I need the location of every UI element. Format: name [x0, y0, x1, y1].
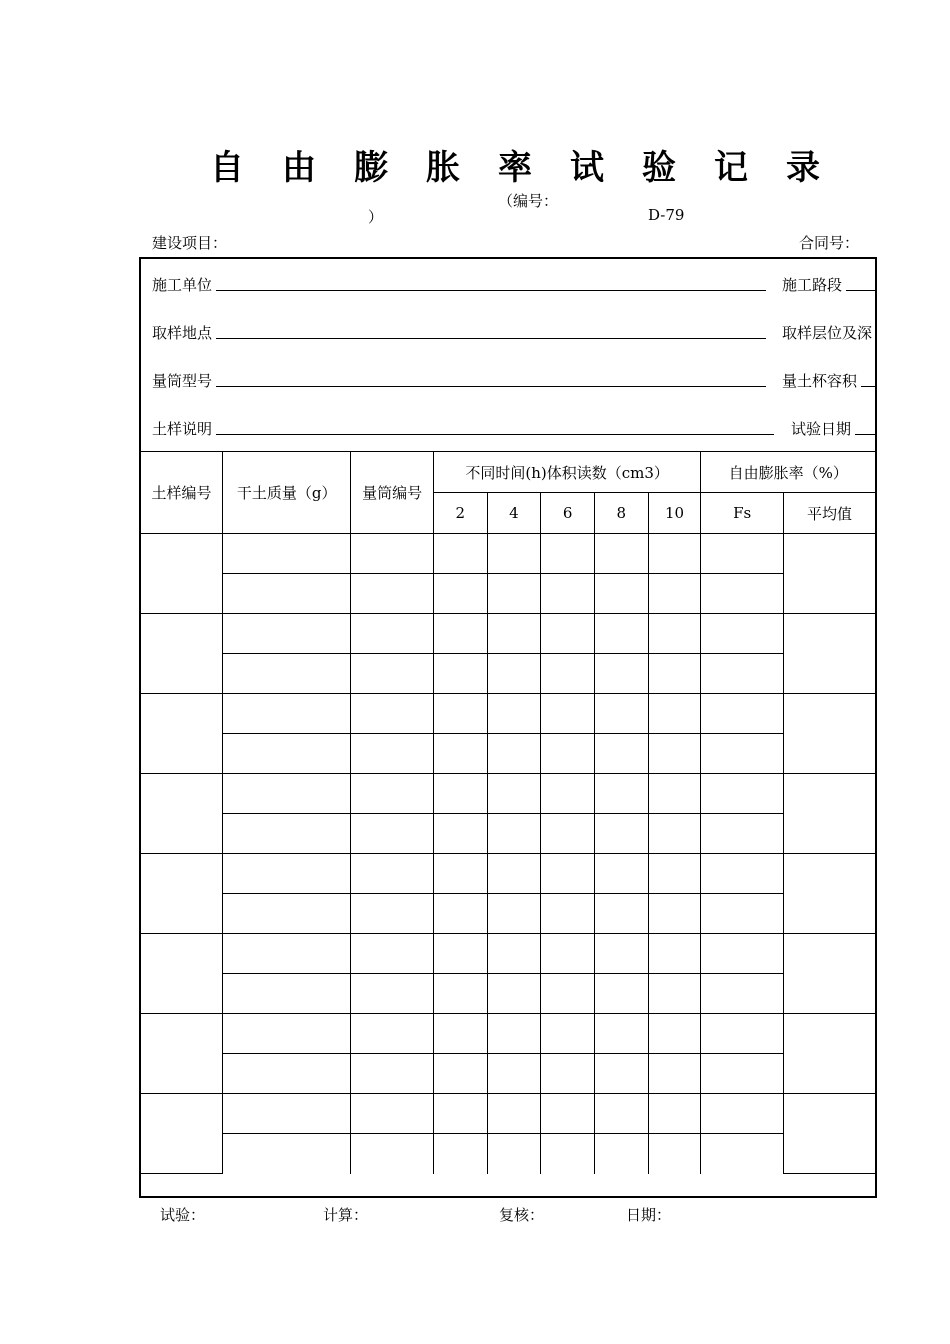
- swell-data-table: [141, 451, 875, 1174]
- volume-reading-cell[interactable]: [594, 934, 648, 974]
- title-char: 记: [714, 148, 748, 188]
- numbering-label: （编号：: [498, 192, 559, 210]
- cylinder-no-cell[interactable]: [351, 894, 434, 934]
- average-cell[interactable]: [783, 1014, 875, 1094]
- title-char: 录: [786, 148, 820, 188]
- sample-no-cell[interactable]: [141, 534, 223, 614]
- test-date-label: 试验日期: [791, 420, 852, 438]
- volume-reading-cell[interactable]: [648, 1094, 701, 1134]
- average-cell[interactable]: [783, 774, 875, 854]
- cylinder-no-cell[interactable]: [351, 1094, 434, 1134]
- table-row: [141, 1054, 875, 1094]
- table-row: [141, 574, 875, 614]
- form-code: D-79: [648, 206, 685, 224]
- header-hour: 6: [541, 493, 595, 534]
- sample-no-cell[interactable]: [141, 614, 223, 694]
- cylinder-no-cell[interactable]: [351, 974, 434, 1014]
- cylinder-no-cell[interactable]: [351, 934, 434, 974]
- title-char: 胀: [426, 148, 460, 188]
- volume-reading-cell[interactable]: [648, 774, 701, 814]
- contract-label: 合同号：: [799, 234, 860, 252]
- fs-cell[interactable]: [701, 854, 784, 894]
- cylinder-no-cell[interactable]: [351, 654, 434, 694]
- volume-reading-cell[interactable]: [648, 614, 701, 654]
- header-average: 平均值: [783, 493, 875, 534]
- volume-reading-cell[interactable]: [487, 734, 541, 774]
- volume-reading-cell[interactable]: [648, 534, 701, 574]
- fs-cell[interactable]: [701, 774, 784, 814]
- volume-reading-cell[interactable]: [487, 1054, 541, 1094]
- volume-reading-cell[interactable]: [594, 614, 648, 654]
- dry-mass-cell[interactable]: [223, 1014, 351, 1054]
- volume-reading-cell[interactable]: [594, 694, 648, 734]
- numbering-close: ）: [368, 208, 384, 226]
- volume-reading-cell[interactable]: [541, 734, 595, 774]
- fs-cell[interactable]: [701, 1094, 784, 1134]
- table-row: [141, 694, 875, 734]
- average-cell[interactable]: [783, 854, 875, 934]
- volume-reading-cell[interactable]: [433, 934, 487, 974]
- volume-reading-cell[interactable]: [648, 894, 701, 934]
- table-row: [141, 534, 875, 574]
- page-title: [210, 140, 820, 189]
- volume-reading-cell[interactable]: [541, 1094, 595, 1134]
- fs-cell[interactable]: [701, 1054, 784, 1094]
- volume-reading-cell[interactable]: [594, 974, 648, 1014]
- volume-reading-cell[interactable]: [648, 654, 701, 694]
- volume-reading-cell[interactable]: [594, 1094, 648, 1134]
- dry-mass-cell[interactable]: [223, 1134, 351, 1174]
- sample-no-cell[interactable]: [141, 934, 223, 1014]
- volume-reading-cell[interactable]: [433, 974, 487, 1014]
- cylinder-no-cell[interactable]: [351, 814, 434, 854]
- fs-cell[interactable]: [701, 934, 784, 974]
- volume-reading-cell[interactable]: [487, 854, 541, 894]
- volume-reading-cell[interactable]: [487, 1094, 541, 1134]
- cylinder-no-cell[interactable]: [351, 774, 434, 814]
- title-char: 由: [282, 148, 316, 188]
- average-cell[interactable]: [783, 614, 875, 694]
- sample-no-cell[interactable]: [141, 854, 223, 934]
- reviewer-label: 复核：: [499, 1206, 545, 1224]
- table-row: [141, 1094, 875, 1134]
- volume-reading-cell[interactable]: [594, 854, 648, 894]
- volume-reading-cell[interactable]: [433, 814, 487, 854]
- header-row: [141, 452, 875, 493]
- volume-reading-cell[interactable]: [487, 574, 541, 614]
- volume-reading-cell[interactable]: [433, 1094, 487, 1134]
- volume-reading-cell[interactable]: [433, 534, 487, 574]
- volume-reading-cell[interactable]: [594, 534, 648, 574]
- cylinder-model-field[interactable]: [216, 386, 766, 387]
- volume-reading-cell[interactable]: [541, 534, 595, 574]
- volume-reading-cell[interactable]: [541, 974, 595, 1014]
- volume-reading-cell[interactable]: [541, 894, 595, 934]
- sample-no-cell[interactable]: [141, 694, 223, 774]
- title-char: 膨: [354, 148, 388, 188]
- average-cell[interactable]: [783, 694, 875, 774]
- fs-cell[interactable]: [701, 1014, 784, 1054]
- volume-reading-cell[interactable]: [487, 974, 541, 1014]
- volume-reading-cell[interactable]: [541, 774, 595, 814]
- volume-reading-cell[interactable]: [648, 1054, 701, 1094]
- cylinder-no-cell[interactable]: [351, 854, 434, 894]
- sample-no-cell[interactable]: [141, 1014, 223, 1094]
- fs-cell[interactable]: [701, 734, 784, 774]
- volume-reading-cell[interactable]: [487, 694, 541, 734]
- project-label: 建设项目：: [152, 234, 228, 252]
- volume-reading-cell[interactable]: [541, 574, 595, 614]
- fs-cell[interactable]: [701, 814, 784, 854]
- sample-description-field[interactable]: [216, 434, 774, 435]
- volume-reading-cell[interactable]: [541, 814, 595, 854]
- header-hour: 10: [648, 493, 701, 534]
- record-form: [139, 257, 877, 1198]
- dry-mass-cell[interactable]: [223, 1054, 351, 1094]
- construction-section-label: 施工路段: [782, 276, 843, 294]
- volume-reading-cell[interactable]: [594, 574, 648, 614]
- cylinder-no-cell[interactable]: [351, 574, 434, 614]
- volume-reading-cell[interactable]: [433, 694, 487, 734]
- volume-reading-cell[interactable]: [433, 734, 487, 774]
- cylinder-no-cell[interactable]: [351, 1054, 434, 1094]
- volume-reading-cell[interactable]: [648, 574, 701, 614]
- cylinder-no-cell[interactable]: [351, 734, 434, 774]
- cylinder-model-label: 量筒型号: [152, 372, 213, 390]
- volume-reading-cell[interactable]: [541, 1054, 595, 1094]
- volume-reading-cell[interactable]: [594, 1134, 648, 1174]
- dry-mass-cell[interactable]: [223, 894, 351, 934]
- sampling-site-field[interactable]: [216, 338, 766, 339]
- volume-reading-cell[interactable]: [433, 854, 487, 894]
- table-row: [141, 934, 875, 974]
- title-char: 试: [570, 148, 604, 188]
- volume-reading-cell[interactable]: [541, 1014, 595, 1054]
- volume-reading-cell[interactable]: [594, 1054, 648, 1094]
- fs-cell[interactable]: [701, 614, 784, 654]
- volume-reading-cell[interactable]: [648, 734, 701, 774]
- volume-reading-cell[interactable]: [487, 1014, 541, 1054]
- volume-reading-cell[interactable]: [648, 934, 701, 974]
- volume-reading-cell[interactable]: [541, 614, 595, 654]
- header-fs: Fs: [701, 493, 784, 534]
- construction-unit-field[interactable]: [216, 290, 766, 291]
- fs-cell[interactable]: [701, 654, 784, 694]
- dry-mass-cell[interactable]: [223, 774, 351, 814]
- volume-reading-cell[interactable]: [487, 814, 541, 854]
- sample-no-cell[interactable]: [141, 774, 223, 854]
- dry-mass-cell[interactable]: [223, 734, 351, 774]
- volume-reading-cell[interactable]: [648, 694, 701, 734]
- fs-cell[interactable]: [701, 694, 784, 734]
- fs-cell[interactable]: [701, 894, 784, 934]
- volume-reading-cell[interactable]: [541, 854, 595, 894]
- volume-reading-cell[interactable]: [433, 1014, 487, 1054]
- title-char: 验: [642, 148, 676, 188]
- volume-reading-cell[interactable]: [541, 1134, 595, 1174]
- table-row: [141, 734, 875, 774]
- dry-mass-cell[interactable]: [223, 934, 351, 974]
- table-body: [141, 534, 875, 1174]
- dry-mass-cell[interactable]: [223, 854, 351, 894]
- table-row: [141, 654, 875, 694]
- volume-reading-cell[interactable]: [487, 1134, 541, 1174]
- fs-cell[interactable]: [701, 534, 784, 574]
- header-sample-no: 土样编号: [141, 452, 223, 534]
- header-free-swell: 自由膨胀率（%）: [701, 452, 875, 493]
- cup-volume-label: 量土杯容积: [782, 372, 858, 390]
- dry-mass-cell[interactable]: [223, 534, 351, 574]
- table-row: [141, 854, 875, 894]
- volume-reading-cell[interactable]: [648, 1014, 701, 1054]
- sample-description-label: 土样说明: [152, 420, 213, 438]
- header-cylinder-no: 量筒编号: [351, 452, 434, 534]
- dry-mass-cell[interactable]: [223, 694, 351, 734]
- sampling-site-label: 取样地点: [152, 324, 213, 342]
- table-row: [141, 1134, 875, 1174]
- calculator-label: 计算：: [323, 1206, 369, 1224]
- header-hour: 8: [594, 493, 648, 534]
- header-dry-mass: 干土质量（g）: [223, 452, 351, 534]
- cylinder-no-cell[interactable]: [351, 1134, 434, 1174]
- table-row: [141, 894, 875, 934]
- volume-reading-cell[interactable]: [594, 734, 648, 774]
- average-cell[interactable]: [783, 934, 875, 1014]
- sampling-layer-label: 取样层位及深: [782, 324, 873, 342]
- cup-volume-field[interactable]: [861, 386, 877, 387]
- volume-reading-cell[interactable]: [541, 934, 595, 974]
- volume-reading-cell[interactable]: [433, 574, 487, 614]
- dry-mass-cell[interactable]: [223, 614, 351, 654]
- volume-reading-cell[interactable]: [433, 654, 487, 694]
- cylinder-no-cell[interactable]: [351, 694, 434, 734]
- volume-reading-cell[interactable]: [648, 974, 701, 1014]
- volume-reading-cell[interactable]: [648, 854, 701, 894]
- fs-cell[interactable]: [701, 574, 784, 614]
- volume-reading-cell[interactable]: [433, 894, 487, 934]
- cylinder-no-cell[interactable]: [351, 1014, 434, 1054]
- dry-mass-cell[interactable]: [223, 1094, 351, 1134]
- volume-reading-cell[interactable]: [487, 654, 541, 694]
- tester-label: 试验：: [160, 1206, 206, 1224]
- volume-reading-cell[interactable]: [594, 654, 648, 694]
- volume-reading-cell[interactable]: [594, 1014, 648, 1054]
- volume-reading-cell[interactable]: [648, 1134, 701, 1174]
- volume-reading-cell[interactable]: [433, 774, 487, 814]
- volume-reading-cell[interactable]: [487, 614, 541, 654]
- construction-section-field[interactable]: [846, 290, 877, 291]
- volume-reading-cell[interactable]: [648, 814, 701, 854]
- volume-reading-cell[interactable]: [487, 894, 541, 934]
- volume-reading-cell[interactable]: [487, 534, 541, 574]
- volume-reading-cell[interactable]: [433, 1054, 487, 1094]
- dry-mass-cell[interactable]: [223, 974, 351, 1014]
- fs-cell[interactable]: [701, 974, 784, 1014]
- sample-no-cell[interactable]: [141, 1094, 223, 1174]
- table-row: [141, 814, 875, 854]
- dry-mass-cell[interactable]: [223, 654, 351, 694]
- table-row: [141, 774, 875, 814]
- volume-reading-cell[interactable]: [541, 654, 595, 694]
- fs-cell[interactable]: [701, 1134, 784, 1174]
- title-char: 自: [210, 148, 244, 188]
- table-row: [141, 974, 875, 1014]
- header-hour: 4: [487, 493, 541, 534]
- table-row: [141, 614, 875, 654]
- dry-mass-cell[interactable]: [223, 574, 351, 614]
- header-hour: 2: [433, 493, 487, 534]
- header-volume-readings: 不同时间(h)体积读数（cm3）: [433, 452, 701, 493]
- volume-reading-cell[interactable]: [433, 1134, 487, 1174]
- volume-reading-cell[interactable]: [594, 774, 648, 814]
- cylinder-no-cell[interactable]: [351, 614, 434, 654]
- cylinder-no-cell[interactable]: [351, 534, 434, 574]
- average-cell[interactable]: [783, 534, 875, 614]
- volume-reading-cell[interactable]: [487, 774, 541, 814]
- volume-reading-cell[interactable]: [433, 614, 487, 654]
- table-row: [141, 1014, 875, 1054]
- dry-mass-cell[interactable]: [223, 814, 351, 854]
- volume-reading-cell[interactable]: [594, 814, 648, 854]
- volume-reading-cell[interactable]: [594, 894, 648, 934]
- date-label: 日期：: [626, 1206, 672, 1224]
- construction-unit-label: 施工单位: [152, 276, 213, 294]
- volume-reading-cell[interactable]: [487, 934, 541, 974]
- volume-reading-cell[interactable]: [541, 694, 595, 734]
- test-date-field[interactable]: [855, 434, 877, 435]
- title-char: 率: [498, 148, 532, 188]
- average-cell[interactable]: [783, 1094, 875, 1174]
